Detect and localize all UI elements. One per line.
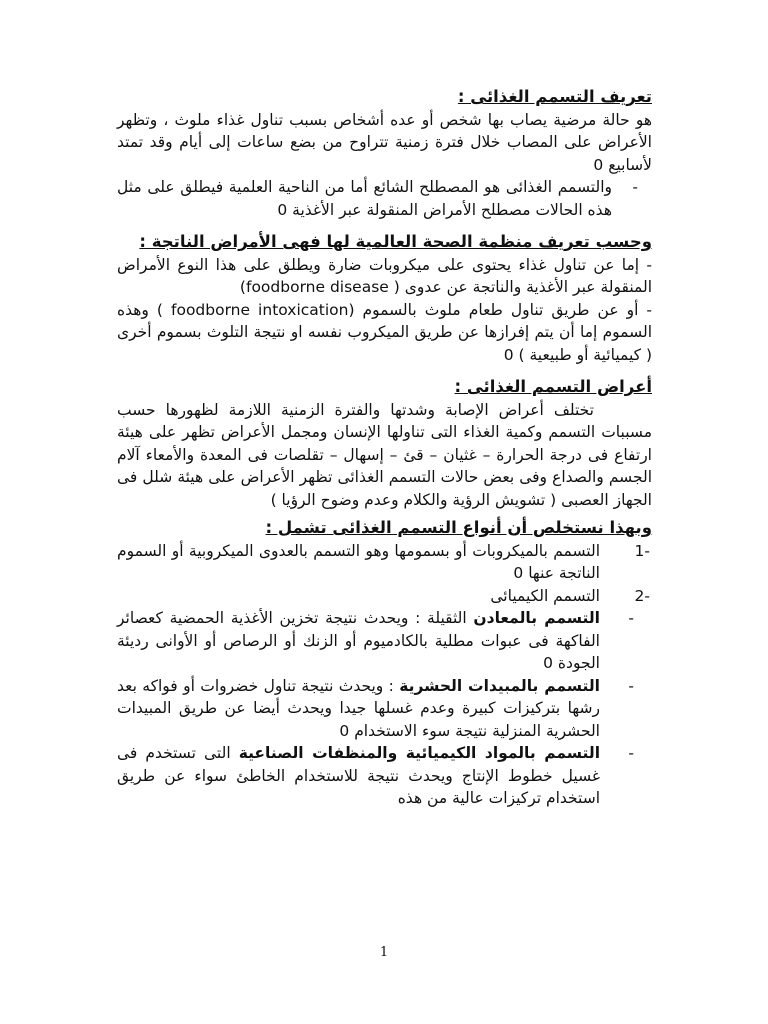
heading-symptoms: أعراض التسمم الغذائى : — [454, 377, 652, 396]
industrial-chemicals-text: التى تستخدم فى غسيل خطوط الإنتاج ويحدث نتيجة للاستخدام الخاطئ سواء عن طريق استخدام تركيزات عالية من هذه — [117, 744, 600, 807]
heading-who-definition: وحسب تعريف منظمة الصحة العالمية لها فهى الأمراض الناتجة : — [139, 232, 652, 251]
sub-item-industrial-chemicals — [117, 742, 652, 810]
dash-marker: - — [628, 676, 634, 695]
dash-marker: - — [628, 744, 634, 762]
pesticides-label: التسمم بالمبيدات الحشرية — [399, 676, 600, 695]
symptoms-paragraph: تختلف أعراض الإصابة وشدتها والفترة الزمنية اللازمة لظهورها حسب مسببات التسمم وكمية الغذاء التى تناولها الإنسان ومجمل الأعراض تظهر على هيئة ارتفاع فى درجة الحرارة – غثيان – قئ – إسهال – تقلصات فى المعدة والأمعاء آلام الجسم والصداع وفى بعض حالات التسمم الغذائى تظهر الأعراض على هيئة شلل فى الجهاز العصبى ( تشويش الرؤية والكلام وعدم وضوح الرؤيا ) — [117, 400, 652, 509]
dash-marker: - — [632, 178, 638, 196]
pesticides-text: : ويحدث نتيجة تناول خضروات أو فواكه بعد رشها بتركيزات كبيرة وعدم غسلها جيدا ويحدث أيضا عن طريق المبيدات الحشرية المنزلية نتيجة سوء الاستخدام 0 — [117, 676, 600, 740]
bullet-scientific-term-text: والتسمم الغذائى هو المصطلح الشائع أما من الناحية العلمية فيطلق على مثل هذه الحالات مصطلح الأمراض المنقولة عبر الأغذية 0 — [117, 178, 612, 219]
bullet-scientific-term — [117, 176, 652, 221]
sub-item-pesticides — [117, 675, 652, 743]
heading-poisoning-types: وبهذا نستخلص أن أنواع التسمم الغذائى تشمل : — [265, 518, 652, 537]
page-number: 1 — [379, 945, 389, 960]
who-item-foodborne-disease: - إما عن تناول غذاء يحتوى على ميكروبات ضارة ويطلق على هذا النوع الأمراض المنقولة عبر الأغذية والناتجة عن عدوى ( foodborne disease) — [117, 255, 652, 296]
type-item-microbial-text: التسمم بالميكروبات أو بسمومها وهو التسمم بالعدوى الميكروبية أو السموم الناتجة عنها 0 — [117, 541, 600, 582]
sub-item-heavy-metals — [117, 607, 652, 675]
type-item-chemical-text: التسمم الكيميائى — [490, 586, 600, 605]
document-body — [117, 86, 652, 810]
definition-paragraph: هو حالة مرضية يصاب بها شخص أو عده أشخاص بسبب تناول غذاء ملوث ، وتظهر الأعراض على المصاب خلال فترة زمنية تتراوح من بضع ساعات إلى أيام وقد تمتد لأسابيع 0 — [117, 110, 652, 174]
industrial-chemicals-label: التسمم بالمواد الكيميائية والمنظفات الصناعية — [238, 744, 601, 762]
heavy-metals-text: الثقيلة : ويحدث نتيجة تخزين الأغذية الحمضية كعصائر الفاكهة فى عبوات مطلية بالكادميوم أو الزنك أو الرصاص أو الأوانى رديئة الجودة 0 — [117, 609, 600, 672]
heading-food-poisoning-definition: تعريف التسمم الغذائى : — [457, 87, 652, 106]
dash-marker: - — [628, 609, 634, 627]
type-item-chemical — [117, 585, 652, 608]
number-marker: 2- — [634, 586, 650, 605]
number-marker: 1- — [634, 541, 650, 560]
heavy-metals-label: التسمم بالمعادن — [473, 609, 600, 627]
type-item-microbial — [117, 540, 652, 585]
who-item-foodborne-intoxication: - أو عن طريق تناول طعام ملوث بالسموم (foodborne intoxication ) وهذه السموم إما أن يتم إفرازها عن طريق الميكروب نفسه او نتيجة التلوث بسموم أخرى ( كيميائية أو طبيعية ) 0 — [117, 300, 652, 364]
